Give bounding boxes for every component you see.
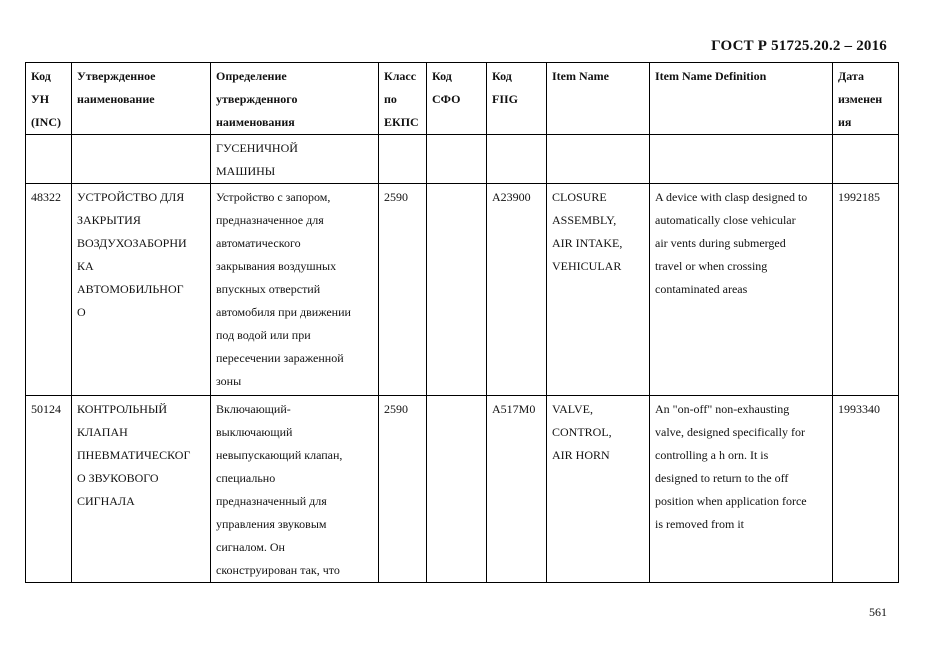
header-definition bbox=[211, 63, 379, 135]
cell-text-line: АВТОМОБИЛЬНОГ bbox=[77, 282, 184, 296]
cell-text-line: невыпускающий клапан, bbox=[216, 448, 343, 462]
cell-item-name bbox=[547, 184, 650, 396]
cell-text-line: под водой или при bbox=[216, 328, 311, 342]
cell-text-line: закрывания воздушных bbox=[216, 259, 337, 273]
table-row bbox=[26, 184, 899, 396]
cell-text-line: Определение bbox=[216, 69, 287, 83]
cell-change-date bbox=[833, 396, 899, 583]
cell-text-line: Item Name Definition bbox=[655, 69, 767, 83]
cell-text-line: Включающий- bbox=[216, 402, 291, 416]
cell-ekps-class bbox=[379, 135, 427, 184]
cell-sfo-code bbox=[427, 184, 487, 396]
cell-text-line: УН bbox=[31, 92, 50, 106]
cell-inc-code bbox=[26, 135, 72, 184]
cell-change-date bbox=[833, 135, 899, 184]
cell-text-line: МАШИНЫ bbox=[216, 164, 276, 178]
cell-text-line: автоматического bbox=[216, 236, 301, 250]
cell-text-line: A517M0 bbox=[492, 402, 536, 416]
cell-text-line: VALVE, bbox=[552, 402, 594, 416]
cell-fiig-code bbox=[487, 184, 547, 396]
cell-text-line: 50124 bbox=[31, 402, 61, 416]
cell-text-line: AIR INTAKE, bbox=[552, 236, 623, 250]
cell-item-name-definition bbox=[650, 135, 833, 184]
cell-text-line: СФО bbox=[432, 92, 461, 106]
cell-item-name-definition bbox=[650, 396, 833, 583]
cell-text-line: КЛАПАН bbox=[77, 425, 128, 439]
cell-text-line: специально bbox=[216, 471, 276, 485]
cell-text-line: по bbox=[384, 92, 397, 106]
cell-text-line: CLOSURE bbox=[552, 190, 607, 204]
cell-item-name bbox=[547, 135, 650, 184]
cell-text-line: 1992185 bbox=[838, 190, 880, 204]
cell-text-line: СИГНАЛА bbox=[77, 494, 135, 508]
cell-text-line: сигналом. Он bbox=[216, 540, 285, 554]
classification-table bbox=[25, 62, 899, 583]
cell-approved-name bbox=[72, 184, 211, 396]
cell-approved-name bbox=[72, 396, 211, 583]
page-number: 561 bbox=[869, 605, 887, 619]
header-item-name bbox=[547, 63, 650, 135]
cell-text-line: Дата bbox=[838, 69, 864, 83]
cell-text-line: КА bbox=[77, 259, 94, 273]
cell-text-line: Утвержденное bbox=[77, 69, 156, 83]
cell-text-line: предназначенный для bbox=[216, 494, 327, 508]
cell-text-line: CONTROL, bbox=[552, 425, 612, 439]
cell-text-line: A23900 bbox=[492, 190, 531, 204]
cell-text-line: О ЗВУКОВОГО bbox=[77, 471, 159, 485]
cell-text-line: ПНЕВМАТИЧЕСКОГ bbox=[77, 448, 191, 462]
cell-text-line: valve, designed specifically for bbox=[655, 425, 805, 439]
cell-text-line: (INC) bbox=[31, 115, 61, 129]
cell-text-line: КОНТРОЛЬНЫЙ bbox=[77, 402, 168, 416]
cell-text-line: зоны bbox=[216, 374, 242, 388]
cell-text-line: 48322 bbox=[31, 190, 61, 204]
cell-text-line: предназначенное для bbox=[216, 213, 324, 227]
cell-fiig-code bbox=[487, 396, 547, 583]
header-inc-code bbox=[26, 63, 72, 135]
cell-definition bbox=[211, 184, 379, 396]
cell-text-line: Код bbox=[492, 69, 512, 83]
cell-definition bbox=[211, 135, 379, 184]
table-row bbox=[26, 396, 899, 583]
cell-sfo-code bbox=[427, 135, 487, 184]
cell-text-line: A device with clasp designed to bbox=[655, 190, 808, 204]
cell-text-line: controlling a h orn. It is bbox=[655, 448, 769, 462]
cell-change-date bbox=[833, 184, 899, 396]
cell-text-line: наименования bbox=[216, 115, 295, 129]
cell-text-line: Item Name bbox=[552, 69, 609, 83]
cell-text-line: изменен bbox=[838, 92, 883, 106]
cell-text-line: Класс bbox=[384, 69, 417, 83]
cell-text-line: ВОЗДУХОЗАБОРНИ bbox=[77, 236, 187, 250]
cell-text-line: управления звуковым bbox=[216, 517, 327, 531]
cell-text-line: сконструирован так, что bbox=[216, 563, 340, 577]
cell-text-line: FIIG bbox=[492, 92, 519, 106]
cell-text-line: ия bbox=[838, 115, 852, 129]
cell-text-line: впускных отверстий bbox=[216, 282, 321, 296]
cell-text-line: is removed from it bbox=[655, 517, 744, 531]
cell-text-line: ГУСЕНИЧНОЙ bbox=[216, 141, 298, 155]
header-sfo-code bbox=[427, 63, 487, 135]
cell-text-line: Код bbox=[432, 69, 452, 83]
cell-text-line: пересечении зараженной bbox=[216, 351, 344, 365]
cell-text-line: travel or when crossing bbox=[655, 259, 768, 273]
cell-text-line: air vents during submerged bbox=[655, 236, 786, 250]
cell-definition bbox=[211, 396, 379, 583]
cell-text-line: утвержденного bbox=[216, 92, 298, 106]
cell-text-line: выключающий bbox=[216, 425, 293, 439]
table-row-continuation bbox=[26, 135, 899, 184]
cell-inc-code bbox=[26, 184, 72, 396]
cell-text-line: An "on-off" non-exhausting bbox=[655, 402, 790, 416]
cell-text-line: Устройство с запором, bbox=[216, 190, 331, 204]
cell-text-line: contaminated areas bbox=[655, 282, 748, 296]
cell-item-name-definition bbox=[650, 184, 833, 396]
cell-text-line: position when application force bbox=[655, 494, 807, 508]
cell-text-line: 2590 bbox=[384, 190, 408, 204]
cell-sfo-code bbox=[427, 396, 487, 583]
cell-text-line: 2590 bbox=[384, 402, 408, 416]
cell-text-line: VEHICULAR bbox=[552, 259, 622, 273]
header-ekps-class bbox=[379, 63, 427, 135]
cell-text-line: наименование bbox=[77, 92, 155, 106]
cell-text-line: ЕКПС bbox=[384, 115, 419, 129]
cell-text-line: designed to return to the off bbox=[655, 471, 789, 485]
cell-fiig-code bbox=[487, 135, 547, 184]
cell-text-line: автомобиля при движении bbox=[216, 305, 351, 319]
standard-title: ГОСТ Р 51725.20.2 – 2016 bbox=[711, 38, 887, 54]
cell-inc-code bbox=[26, 396, 72, 583]
header-fiig-code bbox=[487, 63, 547, 135]
cell-text-line: automatically close vehicular bbox=[655, 213, 796, 227]
cell-text-line: 1993340 bbox=[838, 402, 880, 416]
cell-ekps-class bbox=[379, 184, 427, 396]
cell-text-line: Код bbox=[31, 69, 51, 83]
table-header-row bbox=[26, 63, 899, 135]
cell-text-line: ASSEMBLY, bbox=[552, 213, 617, 227]
cell-text-line: О bbox=[77, 305, 86, 319]
cell-approved-name bbox=[72, 135, 211, 184]
cell-text-line: ЗАКРЫТИЯ bbox=[77, 213, 141, 227]
cell-ekps-class bbox=[379, 396, 427, 583]
header-item-name-definition bbox=[650, 63, 833, 135]
header-approved-name bbox=[72, 63, 211, 135]
cell-text-line: УСТРОЙСТВО ДЛЯ bbox=[77, 190, 185, 204]
header-change-date bbox=[833, 63, 899, 135]
cell-text-line: AIR HORN bbox=[552, 448, 610, 462]
cell-item-name bbox=[547, 396, 650, 583]
